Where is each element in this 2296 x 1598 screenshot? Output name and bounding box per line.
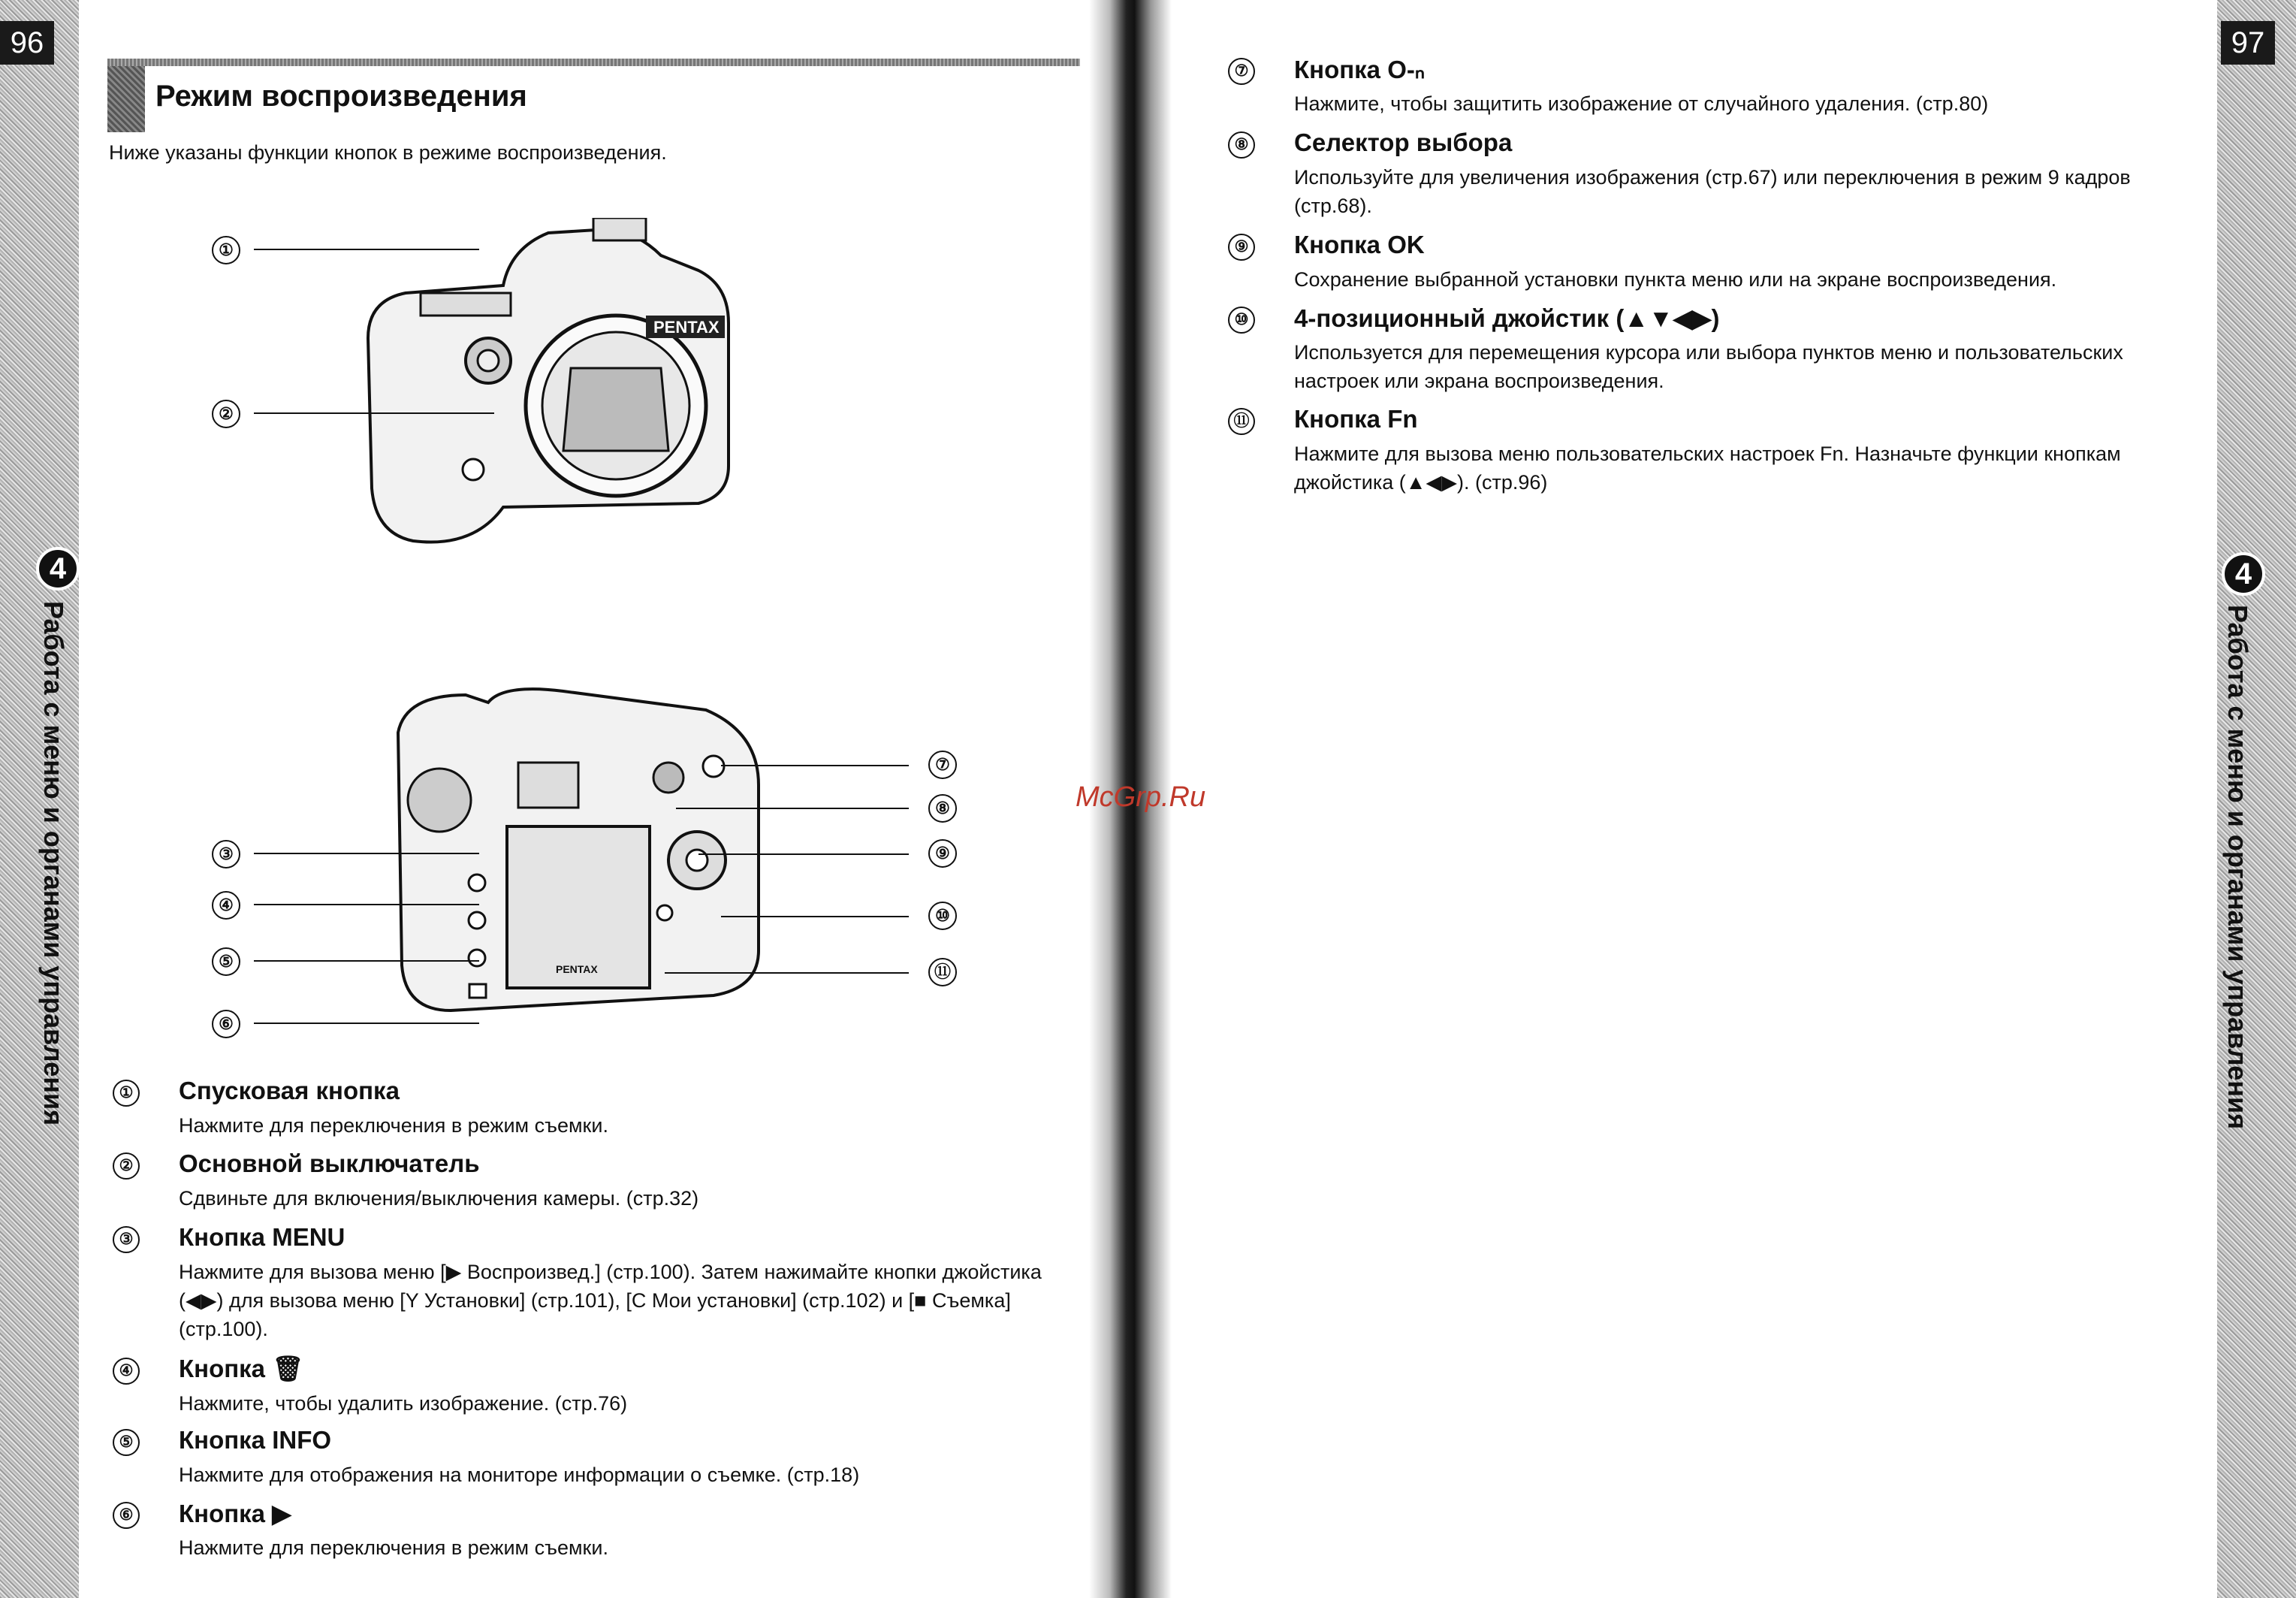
item-2-description: Сдвиньте для включения/выключения камеры. (стр.32) — [179, 1187, 699, 1210]
item-5-heading: Кнопка INFO — [179, 1426, 332, 1454]
item-3-description: Нажмите для вызова меню [▶ Воспроизвед.] (стр.100). Затем нажимайте кнопки джойстика (◀▶) для вызова меню [Y Установки] (стр.101), [C Мои установки] (стр.102) и [■ Съемка] (стр.100). — [179, 1261, 1042, 1340]
item-4-number: ④ — [113, 1358, 140, 1385]
title-marker — [107, 66, 145, 132]
leader-4 — [254, 904, 479, 905]
item-7-heading: Кнопка O‑ₙ — [1294, 56, 1426, 83]
item-10-number: ⑩ — [1228, 307, 1255, 334]
item-3-heading: Кнопка MENU — [179, 1223, 345, 1251]
leader-2 — [254, 412, 494, 414]
item-7-description: Нажмите, чтобы защитить изображение от случайного удаления. (стр.80) — [1294, 92, 1989, 115]
right-chapter-badge: 4 — [2222, 552, 2265, 596]
item-5-description: Нажмите для отображения на мониторе информации о съемке. (стр.18) — [179, 1464, 860, 1486]
title-rule — [107, 59, 1080, 66]
item-4-description: Нажмите, чтобы удалить изображение. (стр.76) — [179, 1392, 628, 1415]
intro-text: Ниже указаны функции кнопок в режиме воспроизведения. — [109, 141, 667, 164]
item-7-number: ⑦ — [1228, 58, 1255, 85]
item-5-number: ⑤ — [113, 1429, 140, 1456]
left-side-label: Работа с меню и органами управления — [38, 601, 69, 1126]
callout-7: ⑦ — [928, 751, 957, 779]
item-1-description: Нажмите для переключения в режим съемки. — [179, 1114, 608, 1137]
item-9-description: Сохранение выбранной установки пункта меню или на экране воспроизведения. — [1294, 268, 2057, 291]
callout-3: ③ — [212, 840, 240, 868]
left-chapter-badge: 4 — [36, 547, 80, 591]
callout-1: ① — [212, 236, 240, 264]
leader-8 — [676, 808, 909, 809]
item-8-description: Используйте для увеличения изображения (стр.67) или переключения в режим 9 кадров (стр.68). — [1294, 166, 2131, 217]
callout-2: ② — [212, 400, 240, 428]
item-10-description: Используется для перемещения курсора или выбора пунктов меню и пользовательских настроек или экрана воспроизведения. — [1294, 341, 2123, 392]
item-8-number: ⑧ — [1228, 131, 1255, 159]
camera-brand-front: PENTAX — [653, 318, 720, 337]
watermark: McGrp.Ru — [1076, 781, 1206, 813]
item-6-heading: Кнопка ▶ — [179, 1500, 291, 1527]
item-6-number: ⑥ — [113, 1502, 140, 1529]
item-11-description: Нажмите для вызова меню пользовательских настроек Fn. Назначьте функции кнопкам джойстика (▲◀▶). (стр.96) — [1294, 443, 2121, 494]
callout-8: ⑧ — [928, 794, 957, 823]
item-10-heading: 4-позиционный джойстик (▲▼◀▶) — [1294, 304, 1720, 332]
page-title: Режим воспроизведения — [155, 80, 527, 113]
item-9-heading: Кнопка OK — [1294, 231, 1425, 258]
item-2-number: ② — [113, 1152, 140, 1180]
section-title-bar — [107, 59, 1080, 134]
item-11-number: ⑪ — [1228, 408, 1255, 435]
item-4-heading: Кнопка 🗑 — [179, 1355, 304, 1382]
callout-11: ⑪ — [928, 958, 957, 986]
callout-4: ④ — [212, 891, 240, 920]
leader-10 — [721, 916, 909, 917]
leader-6 — [254, 1023, 479, 1024]
leader-7 — [721, 765, 909, 766]
item-1-heading: Спусковая кнопка — [179, 1077, 400, 1104]
callout-9: ⑨ — [928, 839, 957, 868]
leader-3 — [254, 853, 479, 854]
item-1-number: ① — [113, 1080, 140, 1107]
camera-back-illustration — [383, 680, 781, 1033]
leader-9 — [698, 853, 909, 855]
item-11-heading: Кнопка Fn — [1294, 405, 1418, 433]
callout-6: ⑥ — [212, 1010, 240, 1038]
leader-5 — [254, 960, 479, 962]
callout-10: ⑩ — [928, 902, 957, 930]
camera-front-illustration — [353, 218, 744, 563]
right-side-label: Работа с меню и органами управления — [2222, 605, 2253, 1130]
item-8-heading: Селектор выбора — [1294, 128, 1513, 156]
left-page-number: 96 — [0, 21, 54, 65]
callout-5: ⑤ — [212, 947, 240, 976]
leader-11 — [665, 972, 909, 974]
right-page-number: 97 — [2221, 21, 2275, 65]
item-9-number: ⑨ — [1228, 234, 1255, 261]
camera-brand-back: PENTAX — [556, 963, 598, 975]
item-6-description: Нажмите для переключения в режим съемки. — [179, 1536, 608, 1559]
leader-1 — [254, 249, 479, 250]
item-2-heading: Основной выключатель — [179, 1149, 480, 1177]
item-3-number: ③ — [113, 1226, 140, 1253]
